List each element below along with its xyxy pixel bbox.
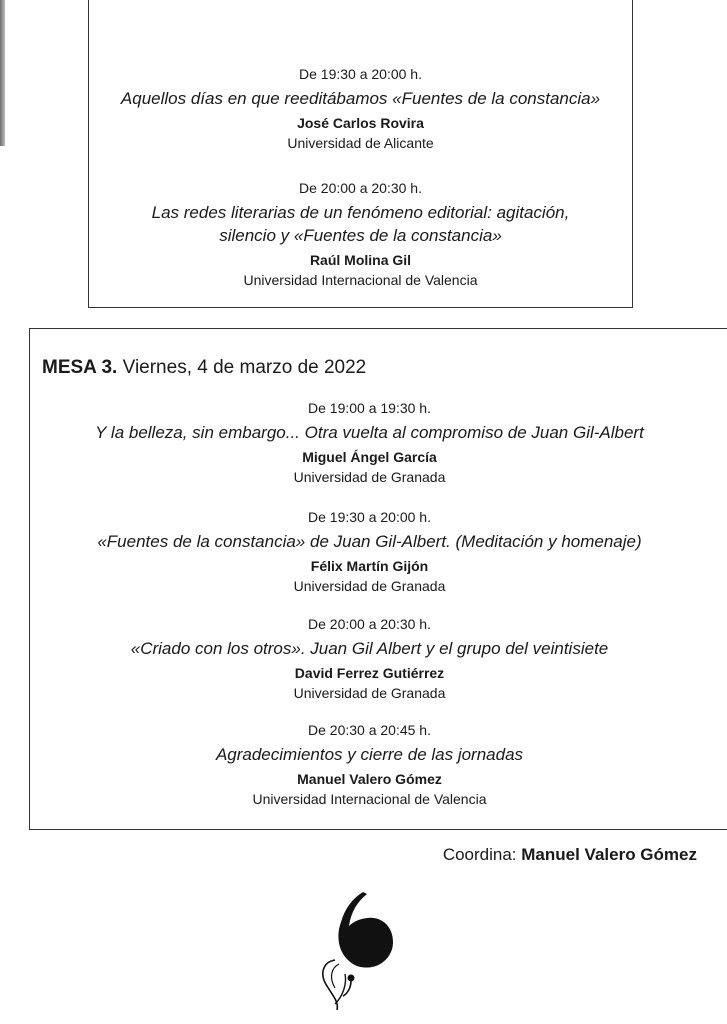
session-box-mesa-3 — [29, 328, 727, 830]
talk-time: De 20:30 a 20:45 h. — [308, 722, 431, 738]
coordinator-label: Coordina: — [442, 845, 517, 864]
talk-item — [89, 65, 632, 152]
talk-item — [30, 615, 709, 702]
talk-speaker: Manuel Valero Gómez — [297, 771, 442, 787]
talk-speaker: Félix Martín Gijón — [310, 558, 429, 574]
session-date: Viernes, 4 de marzo de 2022 — [122, 357, 367, 378]
page-edge-bar — [0, 0, 5, 146]
comma-ornament-icon — [313, 888, 403, 1012]
talk-item — [30, 721, 709, 808]
talk-title-line-2: silencio y «Fuentes de la constancia» — [219, 226, 502, 245]
talk-affiliation: Universidad de Granada — [293, 469, 446, 485]
talk-affiliation: Universidad de Granada — [293, 685, 446, 701]
talk-speaker: David Ferrez Gutiérrez — [294, 665, 445, 681]
talk-affiliation: Universidad de Alicante — [287, 135, 434, 151]
talk-item — [30, 508, 709, 595]
talk-time: De 19:00 a 19:30 h. — [308, 400, 431, 416]
talk-speaker: Miguel Ángel García — [302, 449, 437, 465]
session-box-previous — [88, 0, 633, 308]
talk-time: De 19:30 a 20:00 h. — [299, 66, 422, 82]
talk-time: De 20:00 a 20:30 h. — [299, 180, 422, 196]
talk-title: Agradecimientos y cierre de las jornadas — [215, 745, 524, 764]
talk-item — [89, 179, 632, 289]
talk-affiliation: Universidad Internacional de Valencia — [243, 272, 478, 288]
talk-title: Aquellos días en que reeditábamos «Fuentes de la constancia» — [120, 89, 601, 108]
session-header — [42, 357, 366, 379]
talk-speaker: José Carlos Rovira — [297, 115, 424, 131]
talk-title: «Criado con los otros». Juan Gil Albert y el grupo del veintisiete — [130, 639, 609, 658]
coordinator-credit — [443, 845, 697, 865]
talk-item — [30, 399, 709, 486]
talk-title: «Fuentes de la constancia» de Juan Gil-Albert. (Meditación y homenaje) — [97, 532, 642, 551]
talk-title-line-1: Las redes literarias de un fenómeno editorial: agitación, — [151, 203, 570, 222]
session-label: MESA 3. — [42, 357, 118, 378]
talk-affiliation: Universidad de Granada — [293, 578, 446, 594]
talk-time: De 20:00 a 20:30 h. — [308, 616, 431, 632]
talk-speaker: Raúl Molina Gil — [309, 252, 412, 268]
talk-title: Y la belleza, sin embargo... Otra vuelta al compromiso de Juan Gil-Albert — [95, 423, 644, 442]
comma-ornament-logo — [313, 888, 403, 1012]
talk-affiliation: Universidad Internacional de Valencia — [252, 791, 487, 807]
talk-time: De 19:30 a 20:00 h. — [308, 509, 431, 525]
coordinator-name: Manuel Valero Gómez — [521, 845, 697, 864]
